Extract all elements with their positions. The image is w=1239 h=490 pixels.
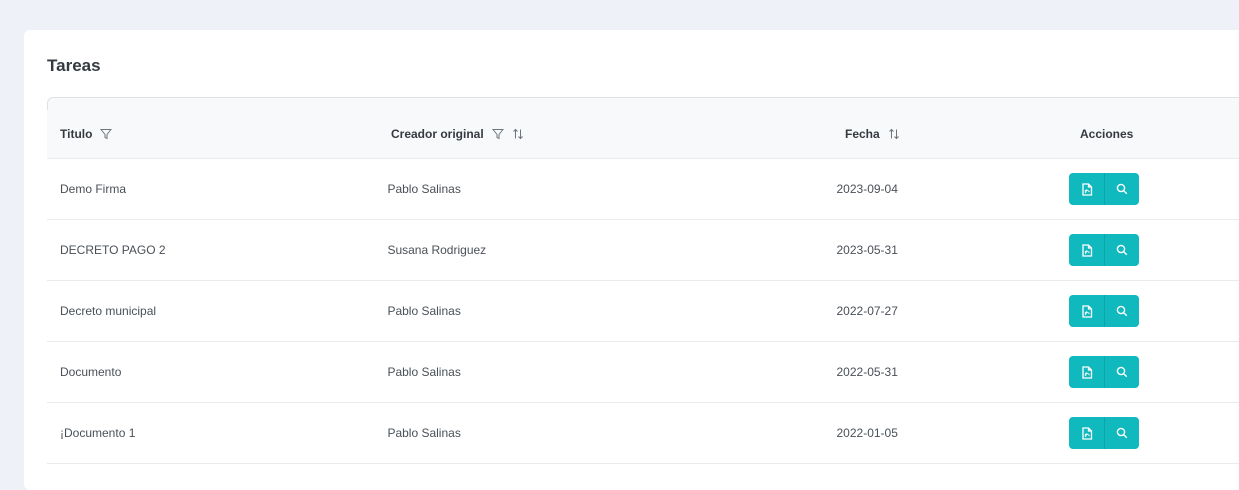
table-row: [47, 159, 1239, 220]
cell-fecha: 2022-07-27: [836, 304, 898, 318]
cell-titulo: DECRETO PAGO 2: [60, 243, 166, 257]
tasks-card: [24, 30, 1239, 490]
cell-creador: Susana Rodriguez: [387, 243, 487, 257]
column-header-titulo[interactable]: [47, 127, 378, 141]
search-button[interactable]: [1104, 295, 1139, 327]
column-header-acciones: [1067, 127, 1239, 141]
pdf-document-icon: [1081, 427, 1093, 440]
cell-creador: Pablo Salinas: [387, 426, 461, 440]
table-row: [47, 281, 1239, 342]
table-header: [47, 110, 1239, 159]
cell-fecha: 2023-09-04: [836, 182, 898, 196]
column-header-label: Fecha: [845, 127, 880, 141]
cell-titulo: Demo Firma: [60, 182, 127, 196]
filter-icon[interactable]: [100, 128, 112, 140]
row-actions: [1056, 173, 1239, 205]
table-body: [47, 159, 1239, 464]
search-icon: [1116, 183, 1128, 195]
pdf-document-icon: [1081, 366, 1093, 379]
column-header-creador[interactable]: [378, 127, 832, 141]
cell-fecha: 2022-05-31: [836, 365, 898, 379]
row-actions: [1056, 234, 1239, 266]
pdf-document-icon: [1081, 183, 1093, 196]
row-actions: [1056, 417, 1239, 449]
cell-creador: Pablo Salinas: [387, 304, 461, 318]
column-header-label: Acciones: [1080, 127, 1134, 141]
sort-icon[interactable]: [512, 128, 524, 140]
cell-titulo: Documento: [60, 365, 122, 379]
cell-fecha: 2022-01-05: [836, 426, 898, 440]
table-row: [47, 403, 1239, 464]
sort-icon[interactable]: [888, 128, 900, 140]
pdf-document-button[interactable]: [1069, 234, 1104, 266]
tasks-table: [47, 97, 1239, 464]
row-actions: [1056, 356, 1239, 388]
cell-titulo: Decreto municipal: [60, 304, 157, 318]
pdf-document-icon: [1081, 305, 1093, 318]
cell-creador: Pablo Salinas: [387, 365, 461, 379]
table-row: [47, 220, 1239, 281]
search-button[interactable]: [1104, 356, 1139, 388]
column-header-fecha[interactable]: [832, 127, 1067, 141]
pdf-document-button[interactable]: [1069, 295, 1104, 327]
table-toolbar: [47, 97, 1239, 110]
search-icon: [1116, 366, 1128, 378]
row-actions: [1056, 295, 1239, 327]
pdf-document-button[interactable]: [1069, 417, 1104, 449]
search-button[interactable]: [1104, 173, 1139, 205]
column-header-label: Titulo: [60, 127, 93, 141]
search-icon: [1116, 244, 1128, 256]
search-icon: [1116, 305, 1128, 317]
pdf-document-button[interactable]: [1069, 356, 1104, 388]
search-button[interactable]: [1104, 417, 1139, 449]
cell-fecha: 2023-05-31: [836, 243, 898, 257]
table-row: [47, 342, 1239, 403]
pdf-document-button[interactable]: [1069, 173, 1104, 205]
search-icon: [1116, 427, 1128, 439]
card-title: Tareas: [47, 56, 101, 75]
search-button[interactable]: [1104, 234, 1139, 266]
cell-titulo: ¡Documento 1: [60, 426, 136, 440]
cell-creador: Pablo Salinas: [387, 182, 461, 196]
pdf-document-icon: [1081, 244, 1093, 257]
filter-icon[interactable]: [492, 128, 504, 140]
column-header-label: Creador original: [391, 127, 484, 141]
